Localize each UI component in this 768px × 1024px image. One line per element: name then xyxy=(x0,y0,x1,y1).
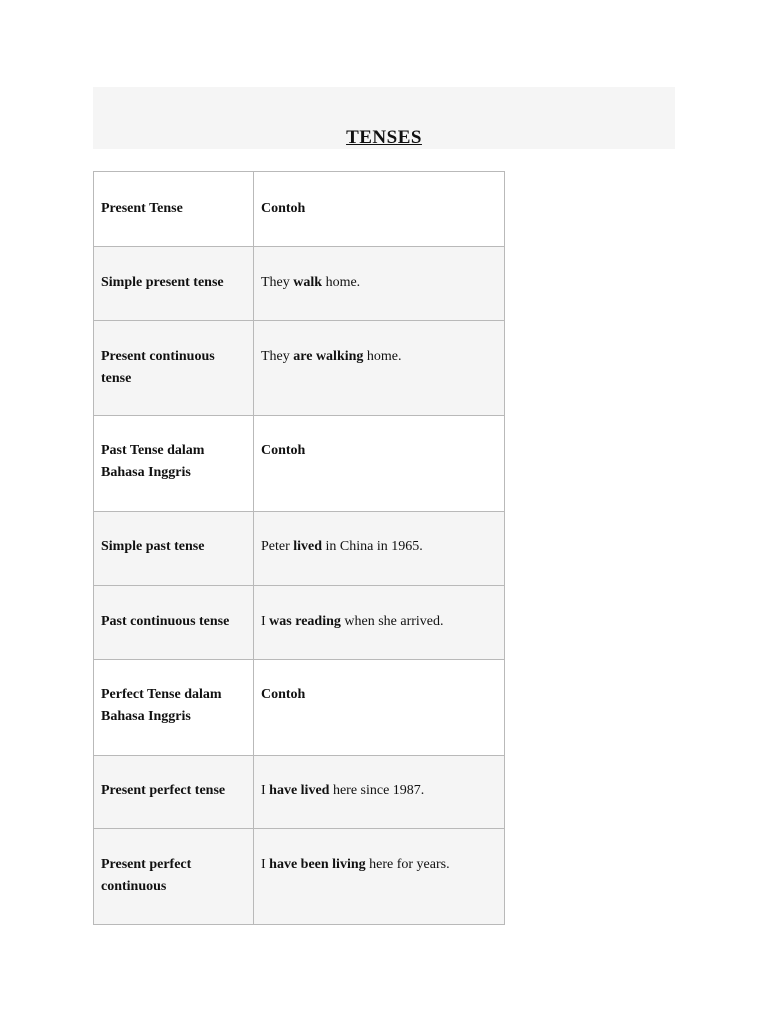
example-text: I xyxy=(261,857,270,872)
example-text: They xyxy=(261,349,294,364)
tenses-table-body xyxy=(94,172,505,925)
example-emphasis: Contoh xyxy=(261,443,306,458)
example-text: home. xyxy=(322,275,361,290)
example-text: when she arrived. xyxy=(340,614,444,629)
table-row xyxy=(94,512,505,586)
tense-name-cell xyxy=(94,172,254,247)
table-row xyxy=(94,756,505,829)
example-sentence xyxy=(261,512,497,558)
tense-name: Past continuous tense xyxy=(101,614,230,629)
tense-name: Simple past tense xyxy=(101,539,205,554)
example-sentence xyxy=(261,172,497,220)
table-row xyxy=(94,586,505,660)
example-emphasis: have been living xyxy=(269,857,366,872)
example-cell xyxy=(254,172,505,247)
table-row xyxy=(94,247,505,321)
tense-name-cell xyxy=(94,829,254,925)
example-cell xyxy=(254,512,505,586)
tense-name-cell xyxy=(94,416,254,512)
example-cell xyxy=(254,416,505,512)
example-text: here for years. xyxy=(365,857,450,872)
example-cell xyxy=(254,829,505,925)
page-title: TENSES xyxy=(346,127,422,148)
example-emphasis: Contoh xyxy=(261,687,306,702)
example-text: I xyxy=(261,783,270,798)
example-sentence xyxy=(261,660,497,706)
example-text: here since 1987. xyxy=(329,783,425,798)
tenses-table xyxy=(93,171,505,925)
example-cell xyxy=(254,660,505,756)
table-row xyxy=(94,829,505,925)
tense-name: Past Tense dalam Bahasa Inggris xyxy=(101,443,205,480)
example-emphasis: Contoh xyxy=(261,201,306,216)
tense-name: Present perfect tense xyxy=(101,783,226,798)
example-cell xyxy=(254,321,505,416)
example-sentence xyxy=(261,416,497,462)
example-emphasis: lived xyxy=(293,539,323,554)
title-band xyxy=(93,87,675,149)
example-sentence xyxy=(261,756,497,802)
example-text: home. xyxy=(363,349,402,364)
tense-name: Simple present tense xyxy=(101,275,224,290)
table-row xyxy=(94,321,505,416)
example-sentence xyxy=(261,586,497,633)
example-cell xyxy=(254,586,505,660)
example-emphasis: was reading xyxy=(269,614,341,629)
tense-name: Present perfect continuous xyxy=(101,857,192,894)
tense-name-cell xyxy=(94,586,254,660)
example-text: Peter xyxy=(261,539,294,554)
tense-name-cell xyxy=(94,321,254,416)
table-row xyxy=(94,172,505,247)
tense-name: Present Tense xyxy=(101,201,183,216)
example-text: I xyxy=(261,614,270,629)
tense-name-cell xyxy=(94,512,254,586)
example-emphasis: walk xyxy=(293,275,323,290)
example-cell xyxy=(254,247,505,321)
table-row xyxy=(94,416,505,512)
tense-name: Perfect Tense dalam Bahasa Inggris xyxy=(101,687,222,724)
example-sentence xyxy=(261,321,497,368)
example-text: They xyxy=(261,275,294,290)
tense-name-cell xyxy=(94,660,254,756)
example-cell xyxy=(254,756,505,829)
example-emphasis: have lived xyxy=(269,783,330,798)
example-sentence xyxy=(261,247,497,294)
example-emphasis: are walking xyxy=(293,349,364,364)
tense-name: Present continuous tense xyxy=(101,349,215,386)
table-row xyxy=(94,660,505,756)
example-sentence xyxy=(261,829,497,876)
tense-name-cell xyxy=(94,247,254,321)
tense-name-cell xyxy=(94,756,254,829)
example-text: in China in 1965. xyxy=(322,539,423,554)
